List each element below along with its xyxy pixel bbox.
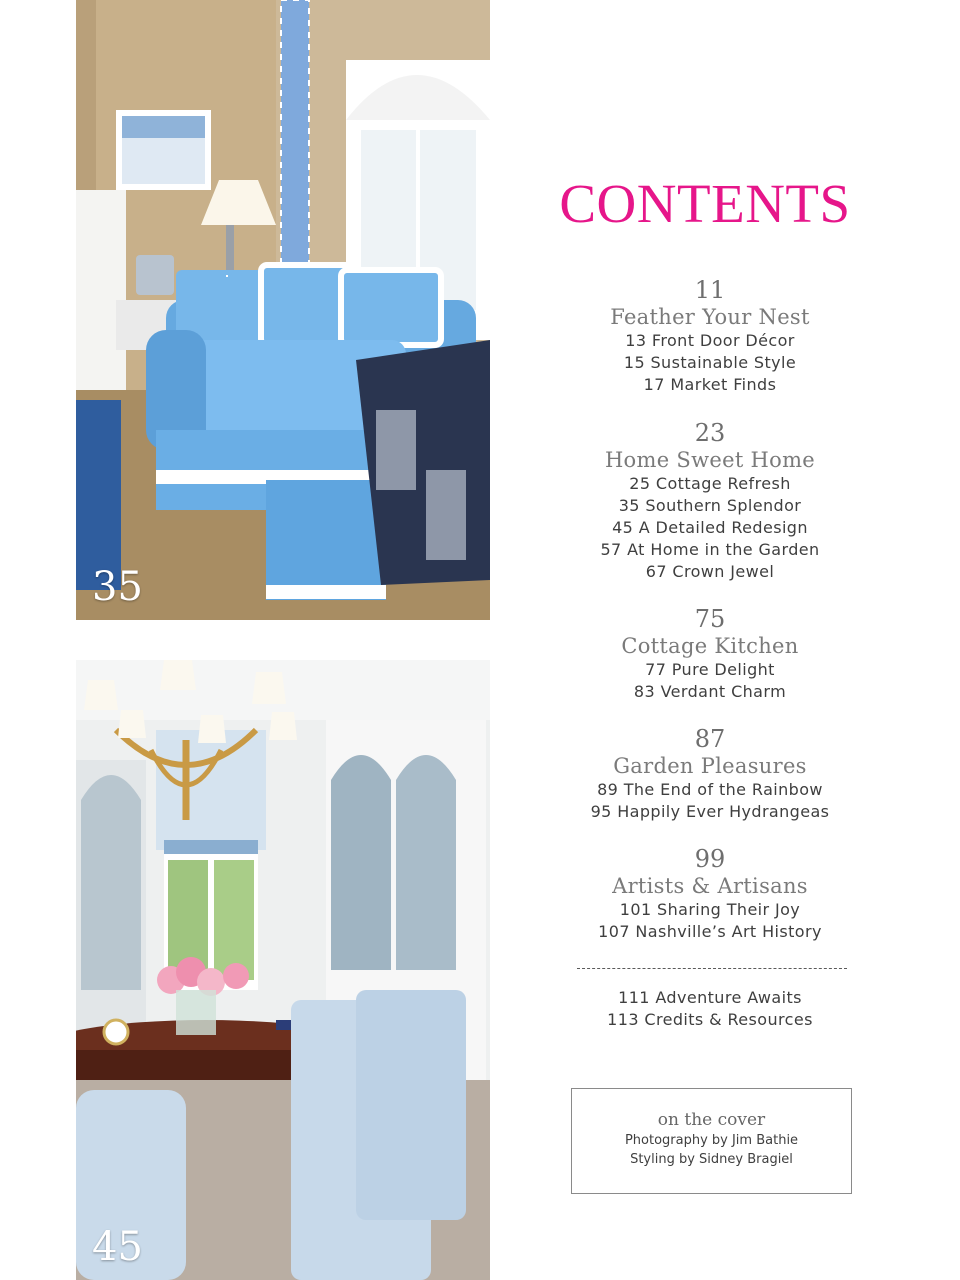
living-room-photo: [76, 0, 490, 620]
contents-entry: 77 Pure Delight: [645, 660, 775, 679]
contents-entry: 25 Cottage Refresh: [629, 474, 791, 493]
section-page-number: 23: [694, 419, 726, 447]
section-page-number: 11: [694, 276, 726, 304]
contents-entry: 113 Credits & Resources: [607, 1010, 813, 1029]
contents-entry: 13 Front Door Décor: [625, 331, 795, 350]
photography-credit: Photography by Jim Bathie: [624, 1133, 799, 1148]
photo-page-number: 35: [92, 564, 143, 610]
dining-room-photo: [76, 660, 490, 1280]
section-home-sweet-home: [560, 419, 860, 583]
contents-entry: 45 A Detailed Redesign: [612, 518, 808, 537]
page-title: CONTENTS: [559, 173, 851, 234]
section-title: Cottage Kitchen: [621, 634, 799, 658]
contents-entry: 107 Nashville’s Art History: [598, 922, 822, 941]
dining-room-illustration: [76, 660, 490, 1280]
contents-entry: 67 Crown Jewel: [645, 562, 775, 581]
section-page-number: 75: [694, 605, 726, 633]
section-feather-your-nest: [560, 276, 860, 396]
section-title: Garden Pleasures: [613, 754, 807, 778]
cover-credits-title: on the cover: [657, 1110, 766, 1130]
contents-entry: 17 Market Finds: [643, 375, 777, 394]
section-title: Feather Your Nest: [610, 305, 810, 329]
section-title: Artists & Artisans: [612, 874, 808, 898]
living-room-illustration: [76, 0, 490, 620]
contents-entry: 83 Verdant Charm: [633, 682, 787, 701]
section-page-number: 99: [694, 845, 726, 873]
contents-entry: 101 Sharing Their Joy: [619, 900, 801, 919]
cover-credits-box: [571, 1088, 852, 1194]
dashed-divider: [577, 968, 847, 969]
contents-entry: 89 The End of the Rainbow: [597, 780, 823, 799]
section-page-number: 87: [694, 725, 726, 753]
section-title: Home Sweet Home: [604, 448, 816, 472]
section-cottage-kitchen: [560, 605, 860, 703]
section-artists-artisans: [560, 845, 860, 943]
styling-credit: Styling by Sidney Bragiel: [630, 1152, 793, 1167]
contents-entry: 111 Adventure Awaits: [618, 988, 802, 1007]
contents-entry: 15 Sustainable Style: [623, 353, 797, 372]
contents-entry: 95 Happily Ever Hydrangeas: [590, 802, 830, 821]
photo-page-number: 45: [92, 1224, 143, 1270]
section-garden-pleasures: [560, 725, 860, 823]
contents-entry: 35 Southern Splendor: [618, 496, 802, 515]
contents-entry: 57 At Home in the Garden: [600, 540, 820, 559]
extras-list: [560, 987, 860, 1031]
